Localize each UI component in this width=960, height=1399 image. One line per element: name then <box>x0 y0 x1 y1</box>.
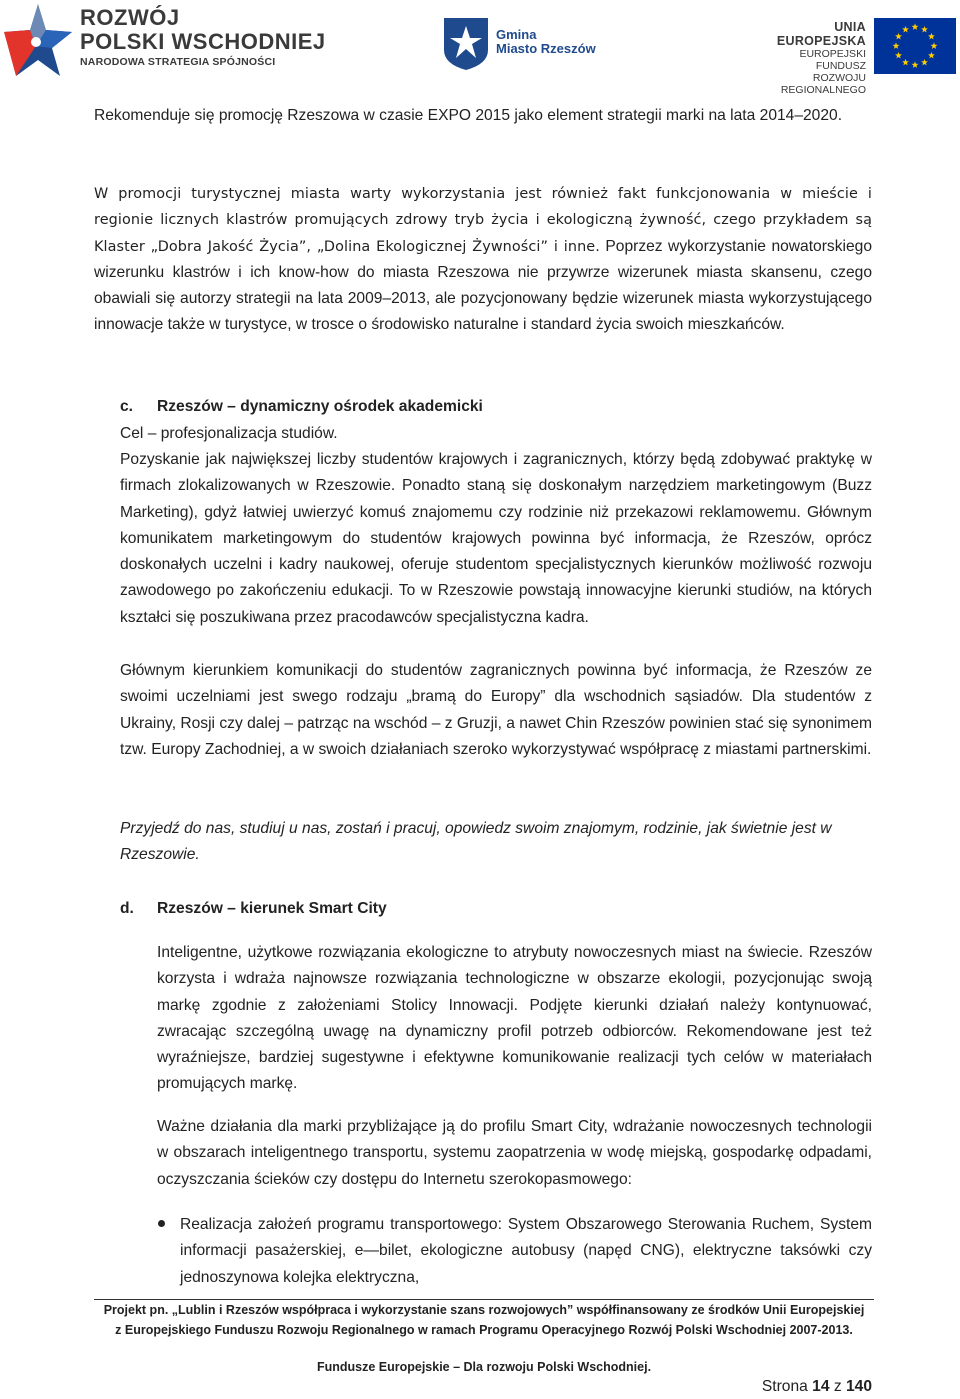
section-d-paragraph1: Inteligentne, użytkowe rozwiązania ekologiczne to atrybuty nowoczesnych miast na świecie. Rzeszów korzysta i wdraża najnowsze rozwiązania technologiczne w obszarze ekologii, pozycjonując swoją markę zgodnie z założeniami Stolicy Innowacji. Podjęte kierunki działań należy kontynuować, zwracając szczególną uwagę na dynamiczny profil potrzeb odbiorców. Rekomendowane jest też wyraźniejsze, bardziej sugestywne i efektywne komunikowanie realizacji tych celów w materiałach promujących markę. <box>157 944 872 1093</box>
page-sep: z <box>829 1378 846 1395</box>
paragraph-tourism <box>94 181 872 339</box>
bullet-item-transport: Realizacja założeń programu transportowego: System Obszarowego Sterowania Ruchem, System informacji pasażerskiej, e—bilet, ekologiczne autobusy (napęd CNG), elektryczne taksówki czy jednoszynowa kolejka elektryczna, <box>180 1216 872 1286</box>
page-prefix: Strona <box>761 1378 813 1395</box>
paragraph-tourism-part1: W promocji turystycznej miasta warty wykorzystania jest również fakt funkcjonowania w mieście i regionie licznych klastrów promujących zdrowy tryb życia i ekologiczną żywność, czego przykładem są Klaster „Dobra Jakość Życia”, „Dolina Ekologicznej Żywności” i inne. <box>94 186 872 255</box>
eu-line2: EUROPEJSKI FUNDUSZ <box>799 48 866 72</box>
footer-funds-line: Fundusze Europejskie – Dla rozwoju Polski Wschodniej. <box>316 1360 652 1374</box>
eu-logo-text <box>752 20 866 96</box>
page-number <box>700 1378 872 1396</box>
footer-project-line2: z Europejskiego Funduszu Rozwoju Regionalnego w ramach Programu Operacyjnego Rozwój Polski Wschodniej 2007-2013. <box>115 1323 853 1337</box>
section-c-goal: Cel – profesjonalizacja studiów. <box>120 425 338 442</box>
eu-line1: UNIA EUROPEJSKA <box>776 20 866 48</box>
section-d-marker: d. <box>120 900 134 917</box>
rpw-star-logo <box>2 2 74 80</box>
rpw-title-line1: ROZWÓJ <box>80 5 180 30</box>
section-d-title: Rzeszów – kierunek Smart City <box>157 900 387 917</box>
footer-project-line1: Projekt pn. „Lublin i Rzeszów współpraca i wykorzystanie szans rozwojowych” współfinansowany ze środków Unii Europejskiej <box>103 1303 865 1317</box>
paragraph-expo: Rekomenduje się promocję Rzeszowa w czasie EXPO 2015 jako element strategii marki na lata 2014–2020. <box>94 107 843 124</box>
slogan: Przyjedź do nas, studiuj u nas, zostań i pracuj, opowiedz swoim znajomym, rodzinie, jak świetnie jest w Rzeszowie. <box>120 820 832 864</box>
page-total: 140 <box>845 1378 872 1395</box>
paragraph-tourism-part2: Poprzez wykorzystanie nowatorskiego wizerunku klastrów i ich know-how do miasta Rzeszowa nie przywrze wizerunek miasta skansenu, czego obawiali się autorzy strategii na lata 2009–2013, ale pozycjonowany będzie wizerunek miasta wykorzystującego innowacje także w turystyce, w trosce o środowisko naturalne i standard życia swoich mieszkańców. <box>94 237 872 334</box>
gmina-line2: Miasto Rzeszów <box>496 41 596 56</box>
rpw-title-line2: POLSKI WSCHODNIEJ <box>80 29 326 54</box>
bullet-icon <box>158 1220 165 1227</box>
rpw-subtitle: NARODOWA STRATEGIA SPÓJNOŚCI <box>80 56 276 68</box>
section-c-title: Rzeszów – dynamiczny ośrodek akademicki <box>157 398 483 415</box>
rpw-logo-text <box>80 6 326 68</box>
section-d-paragraph2: Ważne działania dla marki przybliżające ją do profilu Smart City, wdrażanie nowoczesnych technologii w obszarach inteligentnego transportu, systemu zaopatrzenia w wodę miejską, gospodarkę odpadami, oczyszczania ścieków czy dostępu do Internetu szerokopasmowego: <box>157 1118 872 1188</box>
section-c-marker: c. <box>120 398 134 415</box>
eu-line3: ROZWOJU REGIONALNEGO <box>780 72 866 96</box>
section-c-paragraph1: Pozyskanie jak największej liczby studentów krajowych i zagranicznych, którzy będą zdobywać praktykę w firmach zlokalizowanych w Rzeszowie. Ponadto staną się doskonałym narzędziem marketingowym (Buzz Marketing), gdyż łatwiej uwierzyć komuś znajomemu czy rodzinie niż przekazowi reklamowemu. Głównym komunikatem marketingowym do studentów krajowych powinna być informacja, że Rzeszów, oprócz doskonałych uczelni i kadry naukowej, oferuje studentom specjalistycznych kierunków możliwość rozwoju zawodowego po zakończeniu edukacji. To w Rzeszowie powstają innowacyjne kierunki studiów, na których kształci się poszukiwana przez pracodawców specjalistyczna kadra. <box>120 451 872 626</box>
eu-flag-icon <box>874 18 956 74</box>
gmina-shield-logo <box>442 16 490 72</box>
section-c-paragraph2: Głównym kierunkiem komunikacji do studentów zagranicznych powinna być informacja, że Rzeszów ze swoimi uczelniami jest swego rodzaju „bramą do Europy” dla wschodnich sąsiadów. Dla studentów z Ukrainy, Rosji czy dalej – patrząc na wschód – z Gruzji, a nawet Chin Rzeszów powinien stać się synonimem tzw. Europy Zachodniej, a w swoich działaniach szeroko wykorzystywać współpracę z miastami partnerskimi. <box>120 662 872 758</box>
gmina-line1: Gmina <box>496 27 537 42</box>
gmina-logo-text <box>496 28 596 56</box>
page-current: 14 <box>812 1378 830 1395</box>
